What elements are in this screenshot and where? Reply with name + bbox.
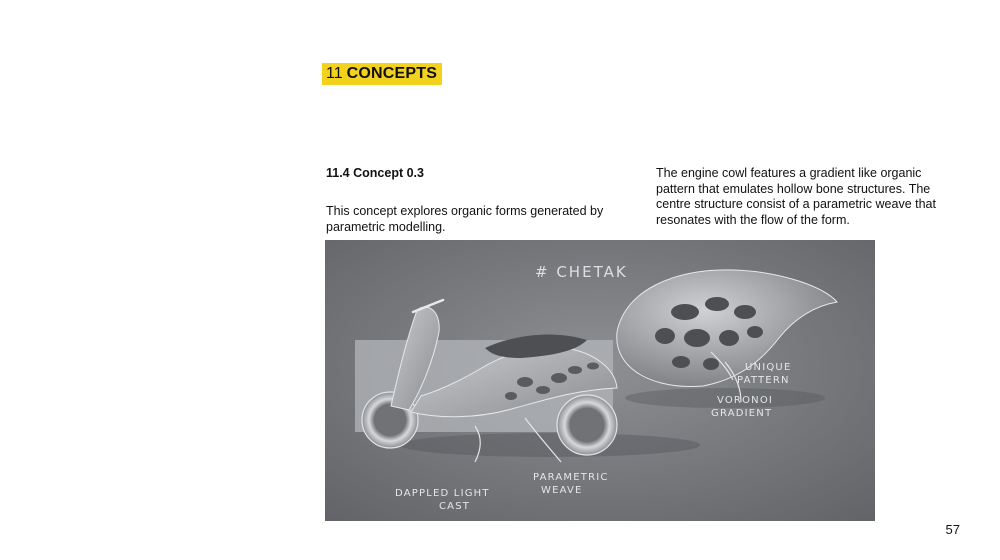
intro-paragraph: This concept explores organic forms generated by parametric modelling.: [326, 204, 604, 234]
label-unique: UNIQUE: [745, 362, 792, 373]
sketch-illustration: [325, 240, 875, 521]
page-number: 57: [945, 522, 960, 537]
chapter-tag: [322, 63, 442, 85]
label-dappled-light: DAPPLED LIGHT: [395, 488, 490, 499]
label-gradient: GRADIENT: [711, 408, 773, 419]
sketch-title: # CHETAK: [535, 263, 628, 281]
chapter-number: 11: [326, 65, 343, 82]
label-voronoi: VORONOI: [717, 395, 774, 406]
concept-sketch: [325, 240, 875, 521]
section-title: 11.4 Concept 0.3: [326, 166, 424, 180]
label-parametric: PARAMETRIC: [533, 472, 609, 483]
chapter-title: CONCEPTS: [346, 65, 438, 82]
label-pattern: PATTERN: [737, 375, 790, 386]
engine-cowl-paragraph: The engine cowl features a gradient like organic pattern that emulates hollow bone structures. The centre structure consist of a parametric weave that resonates with the flow of the form.: [656, 166, 936, 227]
label-cast: CAST: [439, 501, 471, 512]
label-weave: WEAVE: [541, 485, 583, 496]
